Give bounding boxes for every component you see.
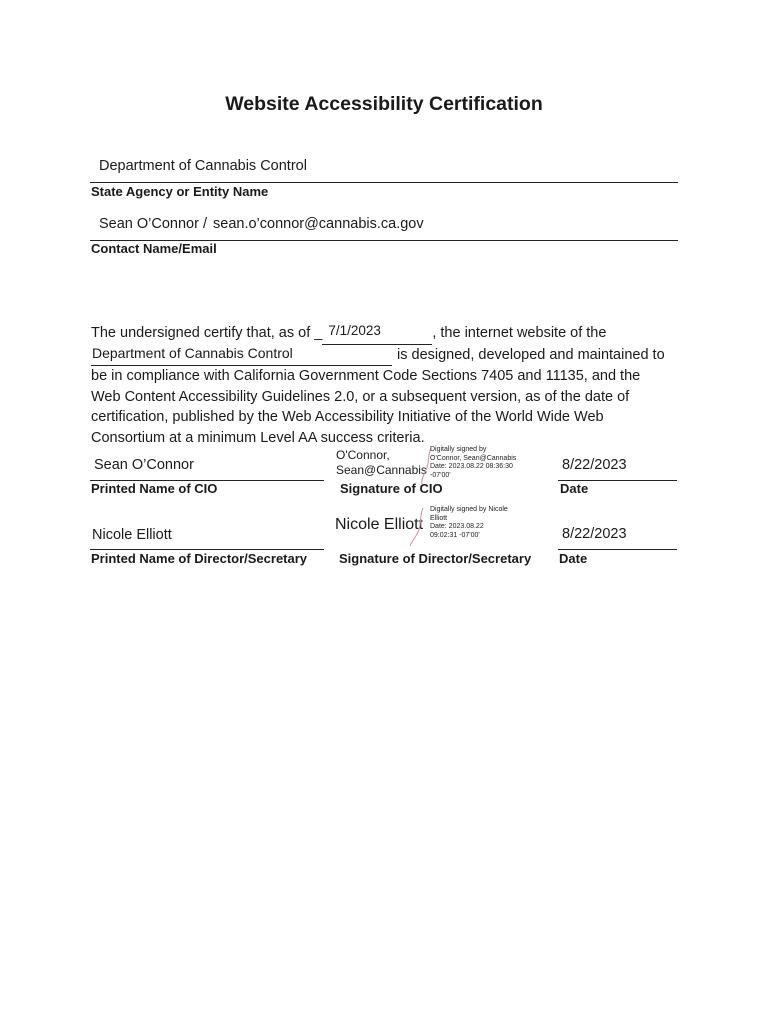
director-signature-detail-line-3: Date: 2023.08.22 xyxy=(430,523,484,530)
director-date-line xyxy=(558,549,677,550)
director-signature-label: Signature of Director/Secretary xyxy=(339,551,532,566)
director-signature-detail xyxy=(430,506,508,540)
contact-label: Contact Name/Email xyxy=(91,241,217,256)
cio-signature-label: Signature of CIO xyxy=(340,481,443,496)
certification-entity: Department of Cannabis Control xyxy=(92,344,293,361)
cio-signature-name-line-1: O'Connor, xyxy=(336,448,390,462)
certification-line-5: Consortium at a minimum Level AA success criteria. xyxy=(91,429,425,446)
certification-text-2: , the internet website of the xyxy=(432,325,607,341)
contact-name-value: Sean O’Connor / xyxy=(99,216,208,232)
agency-name-value: Department of Cannabis Control xyxy=(99,158,307,174)
director-printed-name-line xyxy=(90,549,324,550)
director-signature-detail-line-4: 09:02:31 -07'00' xyxy=(430,531,480,539)
cio-signature-detail-line-3: Date: 2023.08.22 08:36:30 xyxy=(430,463,513,470)
certification-line-2: be in compliance with California Government Code Sections 7405 and 11135, and the xyxy=(91,368,641,384)
agency-name-label: State Agency or Entity Name xyxy=(91,184,269,199)
certification-date-fill xyxy=(322,323,432,345)
cio-signature-detail-line-2: O'Connor, Sean@Cannabis xyxy=(430,454,517,462)
cio-signature-name xyxy=(336,448,427,478)
cio-date-label: Date xyxy=(560,481,589,496)
certification-line-1 xyxy=(91,323,691,345)
cio-signature-name-line-2: Sean@Cannabis xyxy=(336,463,427,477)
contact-email-value: sean.o’connor@cannabis.ca.gov xyxy=(213,216,424,232)
certification-paragraph xyxy=(91,323,691,448)
director-printed-name-label: Printed Name of Director/Secretary xyxy=(91,551,308,566)
director-date-label: Date xyxy=(559,551,588,566)
agency-name-line xyxy=(90,182,678,183)
director-signature-detail-line-2: Elliott xyxy=(430,514,448,522)
director-signature-name: Nicole Elliott xyxy=(335,516,424,533)
certification-line-entity xyxy=(91,345,691,367)
certification-line-4: certification, published by the Web Accessibility Initiative of the World Wide Web xyxy=(91,409,604,425)
cio-signature-detail-line-1: Digitally signed by xyxy=(430,446,487,453)
cio-printed-name-label: Printed Name of CIO xyxy=(91,481,218,496)
director-printed-name: Nicole Elliott xyxy=(92,527,172,543)
cio-signature-detail xyxy=(430,446,516,480)
certification-date: 7/1/2023 xyxy=(328,323,381,338)
certification-entity-fill xyxy=(91,345,392,367)
director-signature-mark-icon xyxy=(405,506,427,548)
director-date: 8/22/2023 xyxy=(562,526,627,542)
cio-date: 8/22/2023 xyxy=(562,457,627,473)
certification-text-3: is designed, developed and maintained to xyxy=(397,346,665,363)
director-signature-detail-line-1: Digitally signed by Nicole xyxy=(430,506,508,513)
certification-line-3: Web Content Accessibility Guidelines 2.0, or a subsequent version, as of the date of xyxy=(91,388,630,405)
page-title: Website Accessibility Certification xyxy=(225,93,543,115)
certification-text-1: The undersigned certify that, as of _ xyxy=(91,325,323,341)
cio-printed-name: Sean O’Connor xyxy=(94,457,194,473)
cio-signature-detail-line-4: -07'00' xyxy=(430,471,451,479)
